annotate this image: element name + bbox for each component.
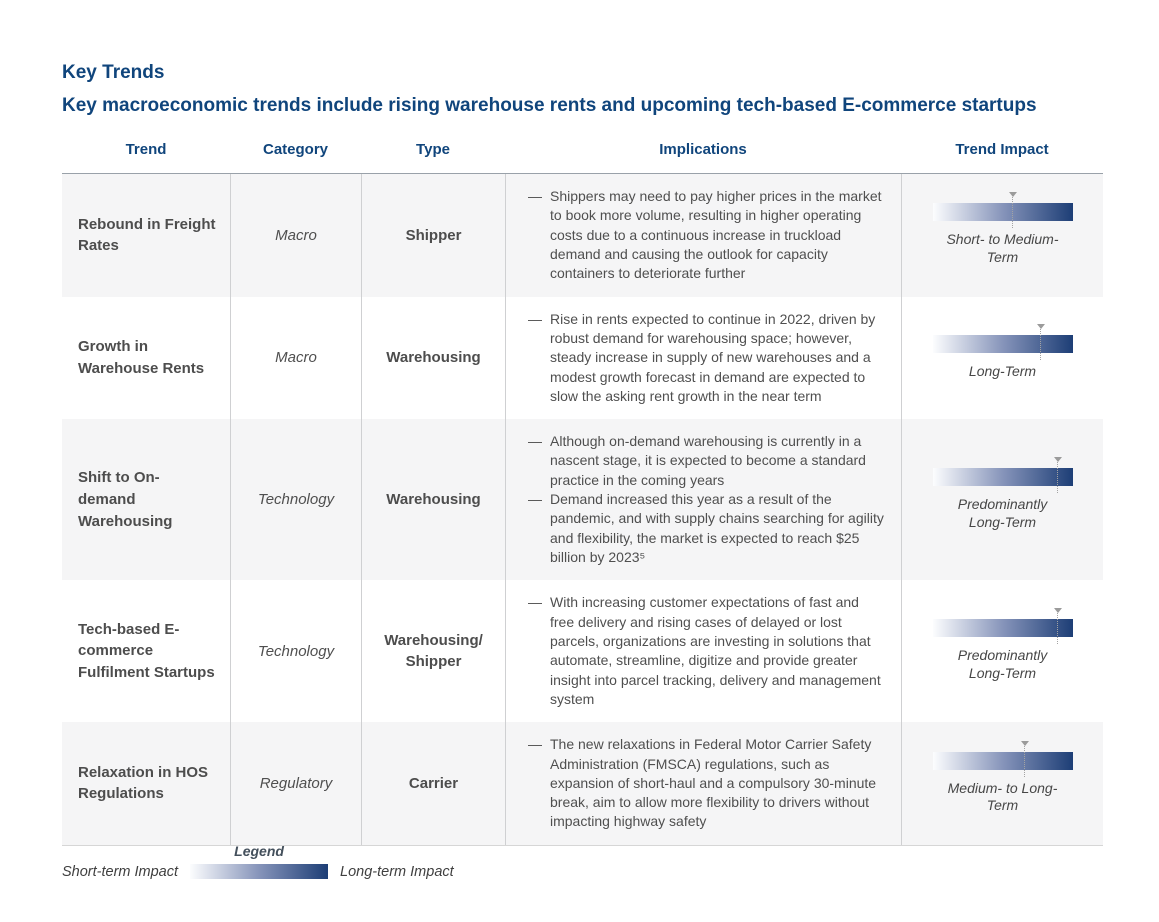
impact-gradient-bar	[933, 468, 1073, 486]
impact-label-line: Short- to Medium-Term	[946, 231, 1059, 266]
impact-label	[933, 647, 1073, 683]
legend-gradient-bar	[190, 864, 328, 879]
cell-category	[230, 419, 361, 580]
cell-category	[230, 722, 361, 845]
table-row	[62, 722, 1103, 845]
cell-trend	[62, 722, 230, 845]
bullet-dash: —	[528, 188, 542, 204]
implication-item	[528, 310, 885, 407]
implication-item	[528, 187, 885, 284]
implication-text: Rise in rents expected to continue in 2022, driven by robust demand for warehousing space; however, steady increase in supply of new warehouses and a modest growth forecast in demand are expected to slow the asking rent growth in the near term	[550, 310, 876, 404]
implication-item	[528, 490, 885, 567]
cell-implications	[505, 580, 901, 722]
table-body	[62, 173, 1103, 846]
impact-label-line: Long-Term	[968, 362, 1037, 379]
trend-category: Regulatory	[259, 774, 333, 792]
table-row	[62, 174, 1103, 297]
key-trends-table	[62, 141, 1103, 846]
implications-list	[528, 310, 885, 407]
trend-category: Macro	[275, 226, 317, 244]
page-title: Key Trends	[62, 62, 165, 83]
cell-trend-impact	[901, 722, 1103, 845]
impact-gauge	[933, 619, 1073, 683]
impact-gradient-bar	[933, 335, 1073, 353]
impact-label-line: Predominantly	[957, 495, 1048, 512]
cell-type	[361, 722, 505, 845]
impact-gauge	[933, 752, 1073, 816]
impact-label-line: Long-Term	[968, 665, 1037, 682]
cell-trend-impact	[901, 580, 1103, 722]
impact-gradient-bar	[933, 619, 1073, 637]
impact-label	[933, 231, 1073, 267]
cell-trend	[62, 297, 230, 420]
legend-short-term-label: Short-term Impact	[62, 863, 179, 880]
impact-label	[933, 363, 1073, 381]
cell-implications	[505, 722, 901, 845]
implications-list	[528, 593, 885, 709]
cell-implications	[505, 297, 901, 420]
column-header-trend-impact: Trend Impact	[955, 141, 1049, 158]
triangle-down-icon	[1037, 324, 1045, 329]
bullet-dash: —	[528, 310, 542, 327]
column-header-implications: Implications	[659, 141, 747, 158]
trend-type: Warehousing	[386, 491, 481, 509]
impact-bar-wrap	[933, 468, 1073, 486]
legend-row	[62, 843, 1103, 880]
implication-item	[528, 593, 885, 709]
impact-label-line: Medium- to Long-Term	[947, 779, 1058, 814]
cell-implications	[505, 174, 901, 297]
cell-type	[361, 174, 505, 297]
implications-list	[528, 432, 885, 567]
cell-trend	[62, 174, 230, 297]
cell-type	[361, 419, 505, 580]
impact-label	[933, 780, 1073, 816]
bullet-dash: —	[528, 594, 542, 611]
triangle-down-icon	[1054, 457, 1062, 462]
impact-label-line: Long-Term	[968, 513, 1037, 530]
impact-marker-icon	[1057, 458, 1058, 493]
trend-type: Warehousing	[386, 349, 481, 367]
cell-trend-impact	[901, 174, 1103, 297]
implication-text: Although on-demand warehousing is currently in a nascent stage, it is expected to become a standard practice in the coming years	[550, 433, 866, 488]
cell-trend	[62, 580, 230, 722]
trend-type: Shipper	[405, 226, 462, 244]
cell-trend-impact	[901, 419, 1103, 580]
trend-name: Rebound in Freight Rates	[78, 215, 216, 255]
impact-gradient-bar	[933, 203, 1073, 221]
impact-bar-wrap	[933, 752, 1073, 770]
implication-text: With increasing customer expectations of fast and free delivery and rising cases of delayed or lost parcels, organizations are investing in solutions that automate, streamline, digitize and provide greater insight into parcel tracking, delivery and management system	[550, 594, 881, 707]
impact-marker-icon	[1012, 193, 1013, 228]
bullet-dash: —	[528, 433, 542, 450]
triangle-down-icon	[1054, 608, 1062, 613]
impact-gauge	[933, 335, 1073, 381]
legend-bar-wrap	[190, 843, 328, 879]
cell-type	[361, 297, 505, 420]
implications-list	[528, 187, 885, 284]
cell-trend	[62, 419, 230, 580]
cell-type	[361, 580, 505, 722]
bullet-dash: —	[528, 491, 542, 508]
table-row	[62, 419, 1103, 580]
impact-bar-wrap	[933, 619, 1073, 637]
column-header-trend: Trend	[125, 141, 167, 158]
cell-category	[230, 297, 361, 420]
bullet-dash: —	[528, 736, 542, 753]
impact-marker-icon	[1040, 325, 1041, 360]
table-row	[62, 580, 1103, 722]
implication-text: Demand increased this year as a result of the pandemic, and with supply chains searching for agility and flexibility, the market is expected to reach $25 billion by 2023⁵	[550, 491, 884, 565]
cell-category	[230, 580, 361, 722]
implications-list	[528, 735, 885, 832]
impact-marker-icon	[1057, 609, 1058, 644]
trend-name: Tech-based E-commerce Fulfilment Startups	[78, 620, 215, 682]
trend-category: Macro	[275, 349, 317, 367]
legend-long-term-label: Long-term Impact	[340, 863, 454, 880]
table-row	[62, 297, 1103, 420]
implication-item	[528, 735, 885, 832]
cell-implications	[505, 419, 901, 580]
cell-category	[230, 174, 361, 297]
trend-name: Growth in Warehouse Rents	[78, 338, 205, 377]
cell-trend-impact	[901, 297, 1103, 420]
trend-category: Technology	[257, 642, 335, 660]
trend-category: Technology	[257, 491, 335, 509]
impact-gauge	[933, 468, 1073, 532]
page-subtitle: Key macroeconomic trends include rising warehouse rents and upcoming tech-based E-commerce startups	[62, 95, 1037, 116]
triangle-down-icon	[1021, 741, 1029, 746]
trend-name: Shift to On-demand Warehousing	[78, 469, 173, 530]
legend-title: Legend	[234, 843, 284, 860]
impact-gauge	[933, 203, 1073, 267]
impact-gradient-bar	[933, 752, 1073, 770]
table-header-row	[62, 141, 1103, 173]
impact-label-line: Predominantly	[957, 647, 1048, 664]
triangle-down-icon	[1009, 192, 1017, 197]
impact-bar-wrap	[933, 203, 1073, 221]
trend-type: Warehousing/ Shipper	[384, 632, 483, 671]
trend-name: Relaxation in HOS Regulations	[78, 763, 209, 803]
impact-label	[933, 496, 1073, 532]
impact-marker-icon	[1024, 742, 1025, 777]
implication-item	[528, 432, 885, 490]
column-header-category: Category	[262, 141, 329, 158]
column-header-type: Type	[416, 141, 450, 158]
impact-bar-wrap	[933, 335, 1073, 353]
implication-text: The new relaxations in Federal Motor Carrier Safety Administration (FMSCA) regulations, such as expansion of short-haul and a compulsory 30-minute break, aim to allow more flexibility to drivers without impacting highway safety	[550, 736, 877, 830]
implication-text: Shippers may need to pay higher prices in the market to book more volume, resulting in higher operating costs due to a continuous increase in truckload demand and causing the outlook for capacity containers to deteriorate further	[550, 188, 882, 282]
trend-type: Carrier	[408, 774, 459, 792]
legend	[62, 843, 1103, 880]
